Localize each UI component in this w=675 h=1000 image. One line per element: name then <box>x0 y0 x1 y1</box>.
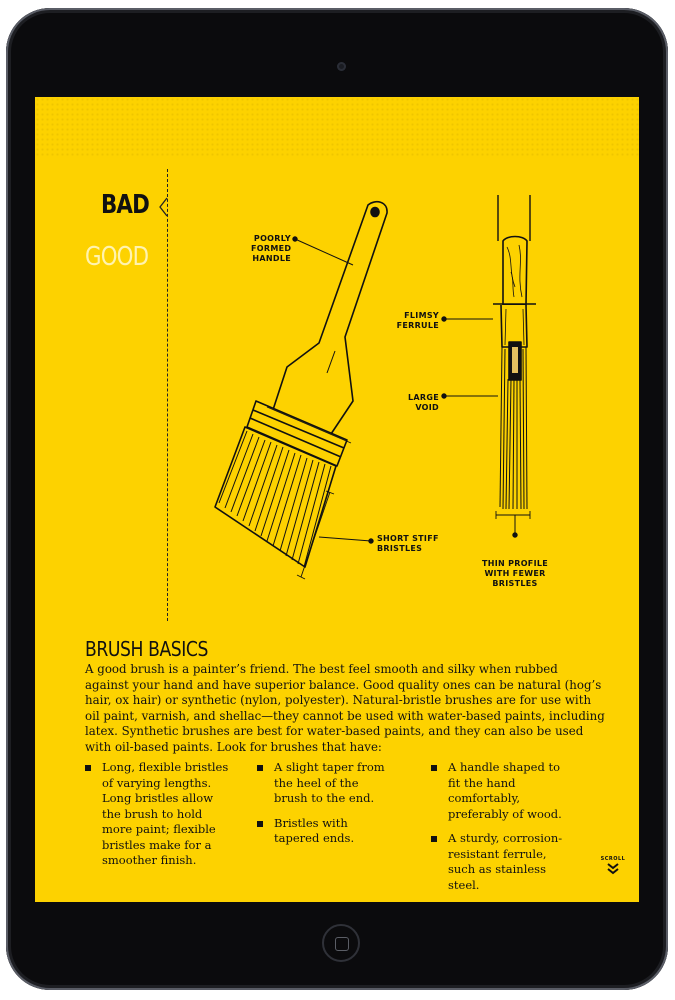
label-line: WITH FEWER <box>484 569 546 578</box>
bullet-icon <box>257 765 263 771</box>
label-large-void <box>393 393 439 413</box>
bullet-icon <box>431 836 437 842</box>
list-item <box>257 816 387 847</box>
brush-illustration <box>35 97 639 637</box>
list-item <box>431 831 569 893</box>
label-line: BRISTLES <box>377 544 423 553</box>
label-line: SHORT STIFF <box>377 534 439 543</box>
list-item-text: A slight taper from the heel of the brush to the end. <box>274 760 385 805</box>
scroll-label: SCROLL <box>600 856 626 862</box>
label-line: FLIMSY <box>404 311 439 320</box>
list-item-text: Long, flexible bristles of varying lengths. Long bristles allow the brush to hold more paint; flexible bristles make for a smoother finish. <box>102 760 229 867</box>
camera-icon <box>337 62 346 71</box>
bullet-icon <box>85 765 91 771</box>
label-short-stiff-bristles <box>377 534 439 554</box>
list-item-text: A sturdy, corrosion-resistant ferrule, such as stainless steel. <box>448 831 563 892</box>
label-flimsy-ferrule <box>393 311 439 331</box>
chevron-down-double-icon <box>606 862 620 876</box>
tab-bad[interactable]: BAD <box>101 190 149 220</box>
bullet-column-1 <box>85 760 235 878</box>
bullet-icon <box>431 765 437 771</box>
label-line: BRISTLES <box>492 579 538 588</box>
bullet-icon <box>257 821 263 827</box>
label-line: THIN PROFILE <box>481 559 549 568</box>
bullet-column-2 <box>257 760 387 856</box>
label-line: POORLY <box>253 234 291 243</box>
scroll-indicator[interactable] <box>600 856 626 881</box>
list-item-text: A handle shaped to fit the hand comfortably, preferably of wood. <box>448 760 562 821</box>
label-line: HANDLE <box>252 254 291 263</box>
list-item <box>431 760 569 822</box>
list-item <box>257 760 387 807</box>
intro-paragraph: A good brush is a painter’s friend. The best feel smooth and silky when rubbed against your hand and have superior balance. Good quality ones can be natural (hog’s hair, ox hair) or synthetic (nylon, polyester). Natural-bristle brushes are for use with oil paint, varnish, and shellac—they cannot be used with water-based paints, including latex. Synthetic brushes are best for water-based paints, and they can also be used with oil-based paints. Look for brushes that have: <box>85 662 605 754</box>
label-line: FERRULE <box>396 321 439 330</box>
label-line: FORMED <box>251 244 292 253</box>
tab-good[interactable]: GOOD <box>85 242 149 272</box>
app-screen <box>35 97 639 902</box>
bullet-column-3 <box>431 760 569 902</box>
label-thin-profile <box>475 559 555 589</box>
list-item <box>85 760 235 869</box>
label-line: VOID <box>415 403 439 412</box>
section-heading: BRUSH BASICS <box>85 637 208 661</box>
home-button[interactable] <box>322 924 360 962</box>
list-item-text: Bristles with tapered ends. <box>274 815 355 845</box>
label-poorly-formed-handle <box>251 234 291 264</box>
label-line: LARGE <box>408 393 439 402</box>
